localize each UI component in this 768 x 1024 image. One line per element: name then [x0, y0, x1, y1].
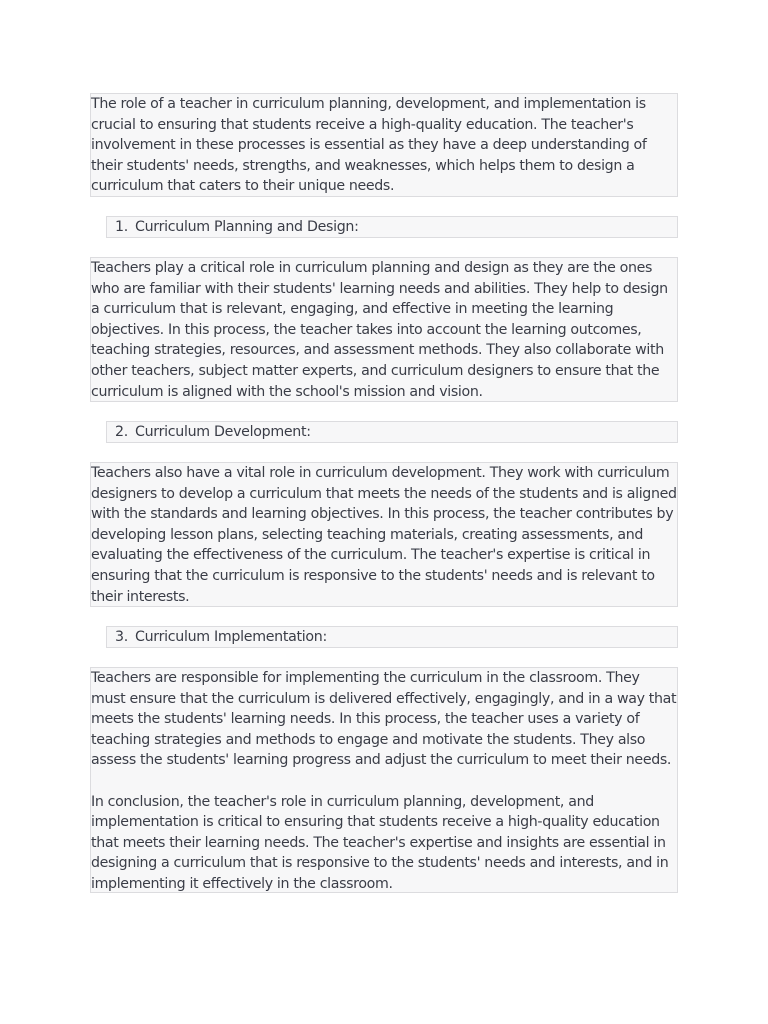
- section-number: 3.: [115, 629, 128, 645]
- section-title: Curriculum Development:: [135, 424, 311, 440]
- conclusion-paragraph: In conclusion, the teacher's role in curriculum planning, development, and implementation is critical to ensuring that students receive a high-quality education that meets their learning needs. The teacher's expertise and insights are essential in designing a curriculum that is responsive to the students' needs and interests, and in implementing it effectively in the classroom.: [91, 793, 669, 892]
- section-body: Teachers play a critical role in curriculum planning and design as they are the ones who are familiar with their students' learning needs and abilities. They help to design a curriculum that is relevant, engaging, and effective in meeting the learning objectives. In this process, the teacher takes into account the learning outcomes, teaching strategies, resources, and assessment methods. They also collaborate with other teachers, subject matter experts, and curriculum designers to ensure that the curriculum is aligned with the school's mission and vision.: [91, 260, 668, 400]
- intro-paragraph-block: [90, 93, 678, 197]
- intro-paragraph: The role of a teacher in curriculum planning, development, and implementation is crucial to ensuring that students receive a high-quality education. The teacher's involvement in these processes is essential as they have a deep understanding of their students' needs, strengths, and weaknesses, which helps them to design a curriculum that caters to their unique needs.: [91, 96, 647, 195]
- section-title: Curriculum Implementation:: [135, 629, 327, 645]
- section-number: 1.: [115, 219, 128, 235]
- paragraph-gap: [91, 771, 677, 792]
- section-heading-3: [106, 626, 678, 648]
- section-body-block-3: [90, 667, 678, 893]
- section-number: 2.: [115, 424, 128, 440]
- section-heading-2: [106, 421, 678, 443]
- section-body-block-1: [90, 257, 678, 402]
- section-body: Teachers also have a vital role in curriculum development. They work with curriculum designers to develop a curriculum that meets the needs of the students and is aligned with the standards and learning objectives. In this process, the teacher contributes by developing lesson plans, selecting teaching materials, creating assessments, and evaluating the effectiveness of the curriculum. The teacher's expertise is critical in ensuring that the curriculum is responsive to the students' needs and is relevant to their interests.: [91, 465, 677, 605]
- section-body: Teachers are responsible for implementing the curriculum in the classroom. They must ensure that the curriculum is delivered effectively, engagingly, and in a way that meets the students' learning needs. In this process, the teacher uses a variety of teaching strategies and methods to engage and motivate the students. They also assess the students' learning progress and adjust the curriculum to meet their needs.: [91, 670, 677, 769]
- section-heading-1: [106, 216, 678, 238]
- section-body-block-2: [90, 462, 678, 607]
- section-title: Curriculum Planning and Design:: [135, 219, 359, 235]
